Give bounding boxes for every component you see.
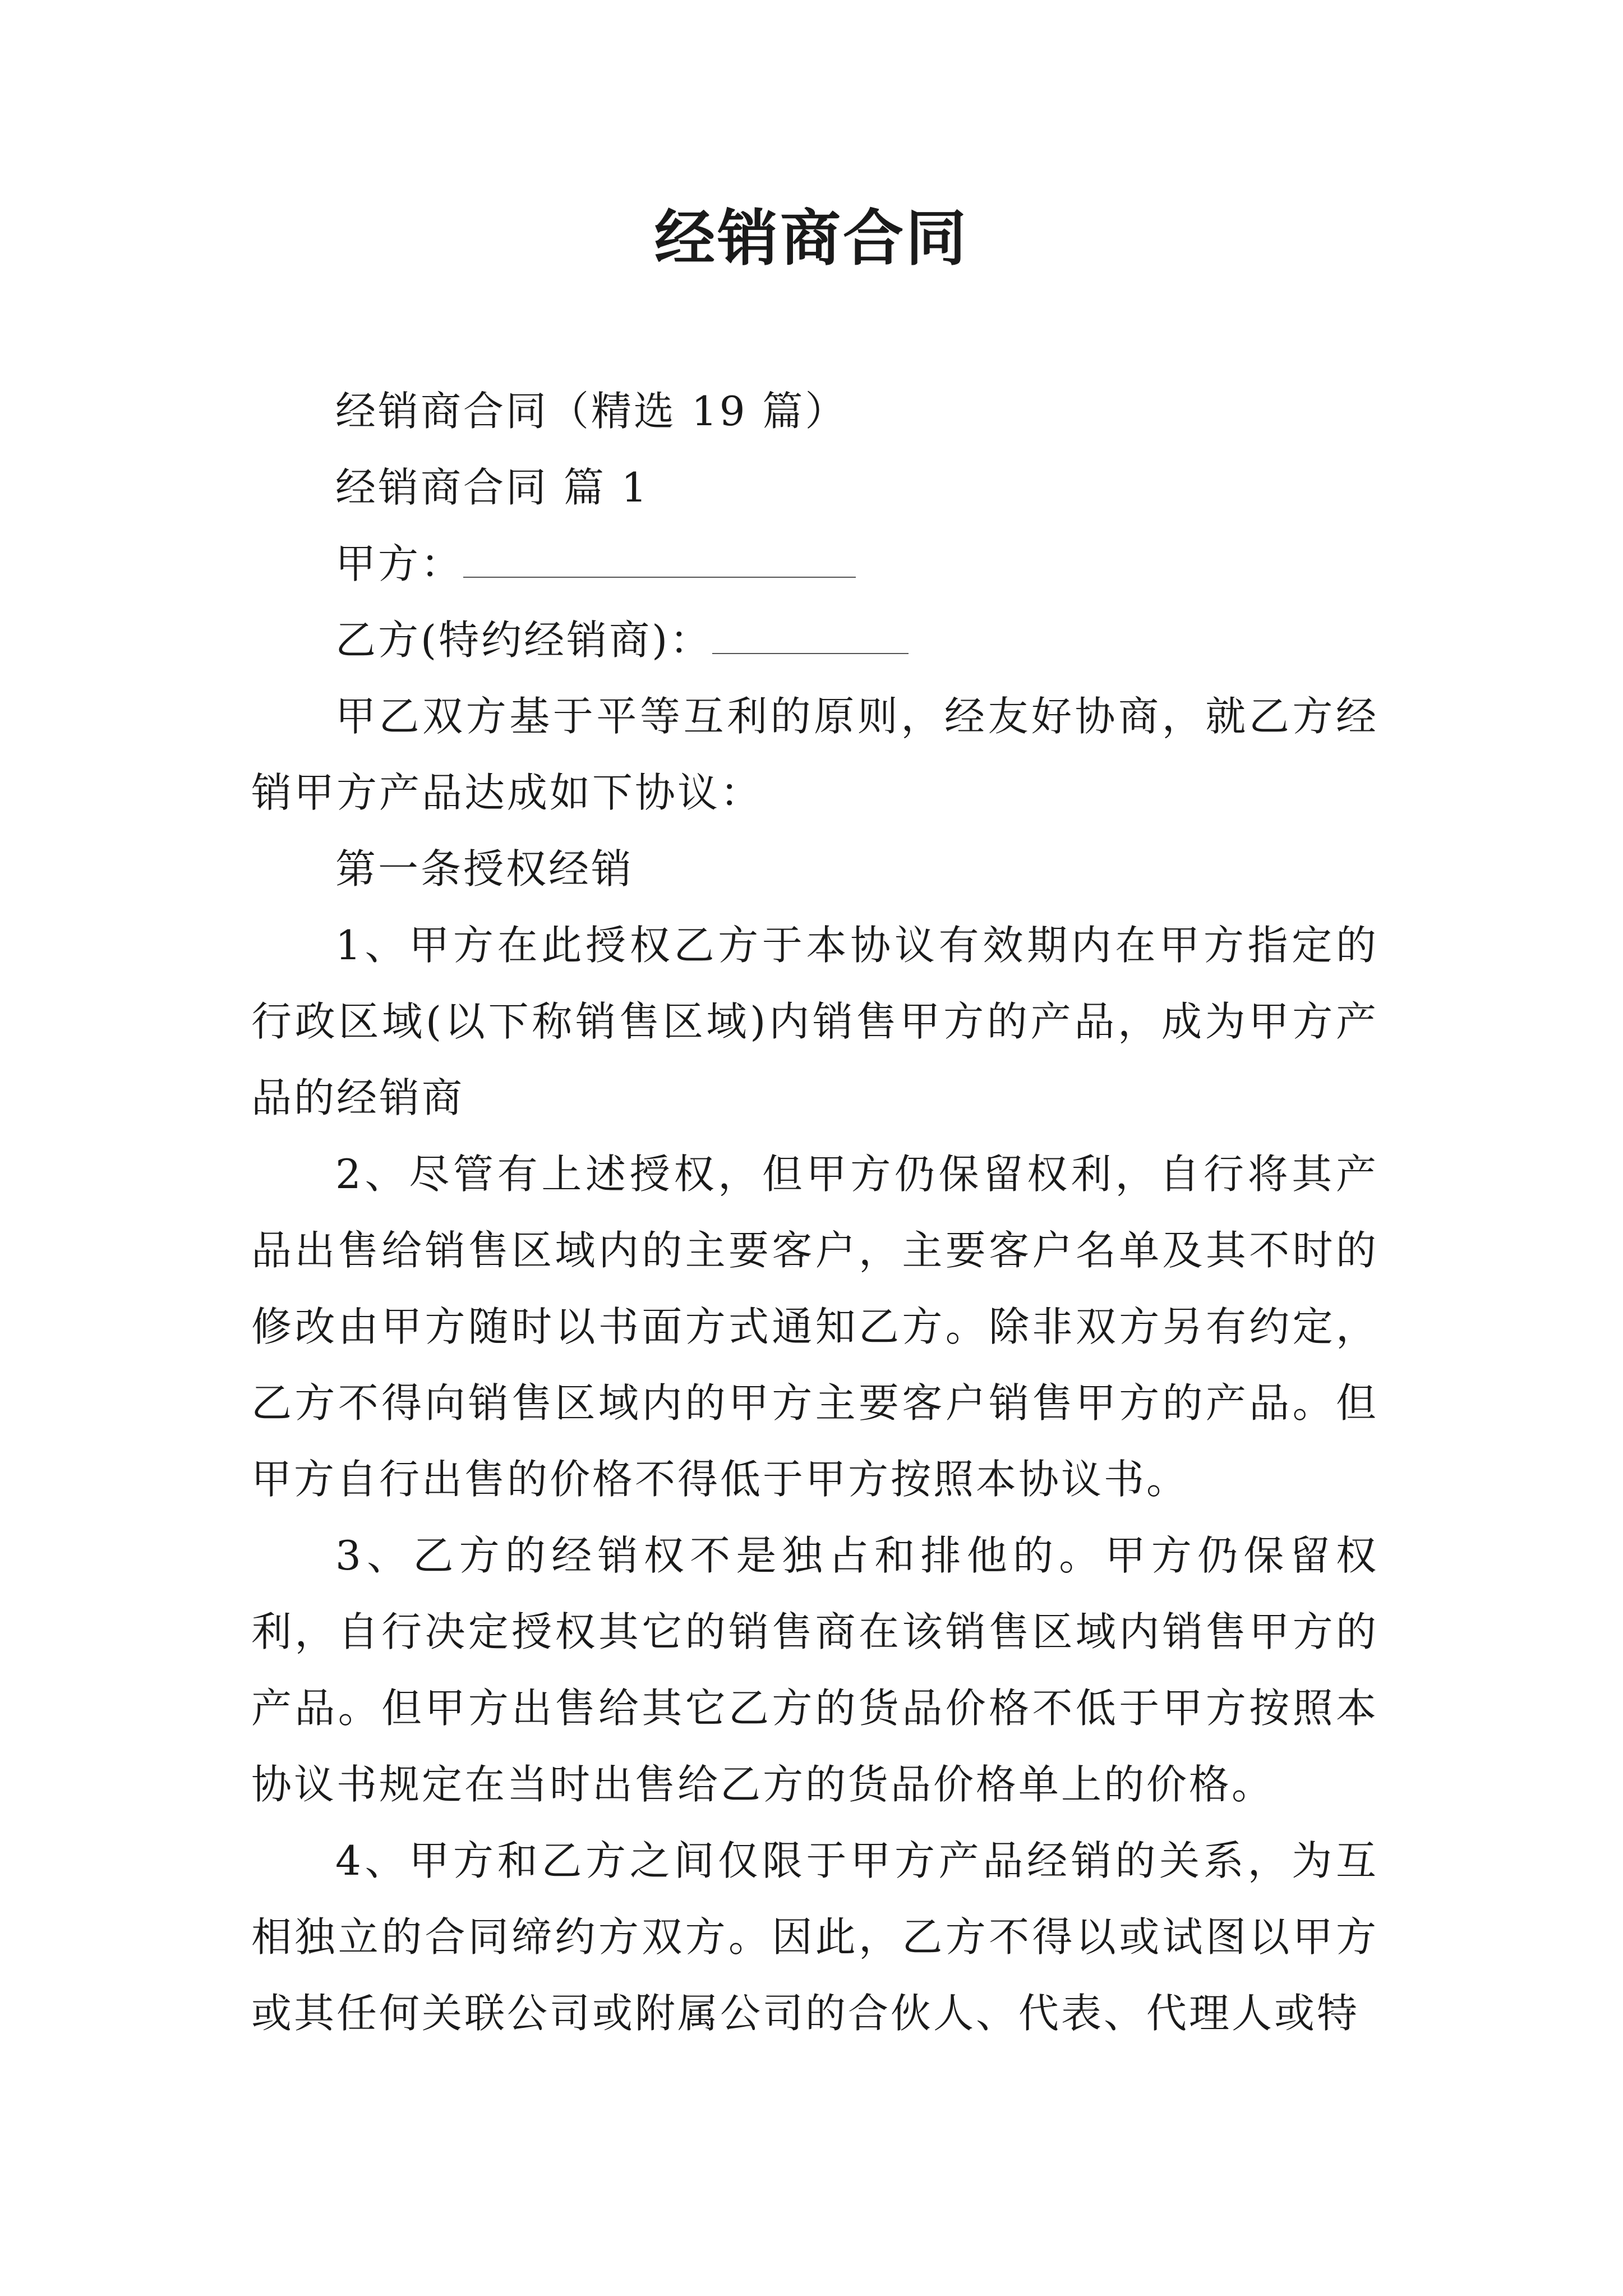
party-a-line [251, 526, 1378, 602]
clause-2: 2、尽管有上述授权，但甲方仍保留权利，自行将其产品出售给销售区域内的主要客户，主要客户名单及其不时的修改由甲方随时以书面方式通知乙方。除非双方另有约定，乙方不得向销售区域内的甲方主要客户销售甲方的产品。但甲方自行出售的价格不得低于甲方按照本协议书。 [251, 1151, 1378, 1503]
party-a-label: 甲方： [335, 540, 464, 587]
intro-paragraph: 甲乙双方基于平等互利的原则，经友好协商，就乙方经销甲方产品达成如下协议： [251, 693, 1378, 816]
party-a-blank [463, 537, 856, 578]
article-heading: 第一条授权经销 [335, 845, 634, 892]
document-title: 经销商合同 [654, 203, 969, 274]
clause-3: 3、乙方的经销权不是独占和排他的。甲方仍保留权利，自行决定授权其它的销售商在该销售区域内销售甲方的产品。但甲方出售给其它乙方的货品价格不低于甲方按照本协议书规定在当时出售给乙方的货品价格单上的价格。 [251, 1532, 1378, 1808]
clause-1: 1、甲方在此授权乙方于本协议有效期内在甲方指定的行政区域(以下称销售区域)内销售甲方的产品，成为甲方产品的经销商 [251, 922, 1378, 1121]
section-heading: 经销商合同 篇 1 [335, 464, 649, 511]
clause-4: 4、甲方和乙方之间仅限于甲方产品经销的关系，为互相独立的合同缔约方双方。因此，乙方不得以或试图以甲方或其任何关联公司或附属公司的合伙人、代表、代理人或特 [251, 1837, 1378, 2037]
party-b-blank [712, 614, 909, 654]
document-subtitle: 经销商合同（精选 19 篇） [335, 388, 848, 435]
party-b-label: 乙方(特约经销商)： [335, 616, 713, 664]
document-body [251, 373, 1378, 2051]
party-b-line [251, 602, 1378, 678]
